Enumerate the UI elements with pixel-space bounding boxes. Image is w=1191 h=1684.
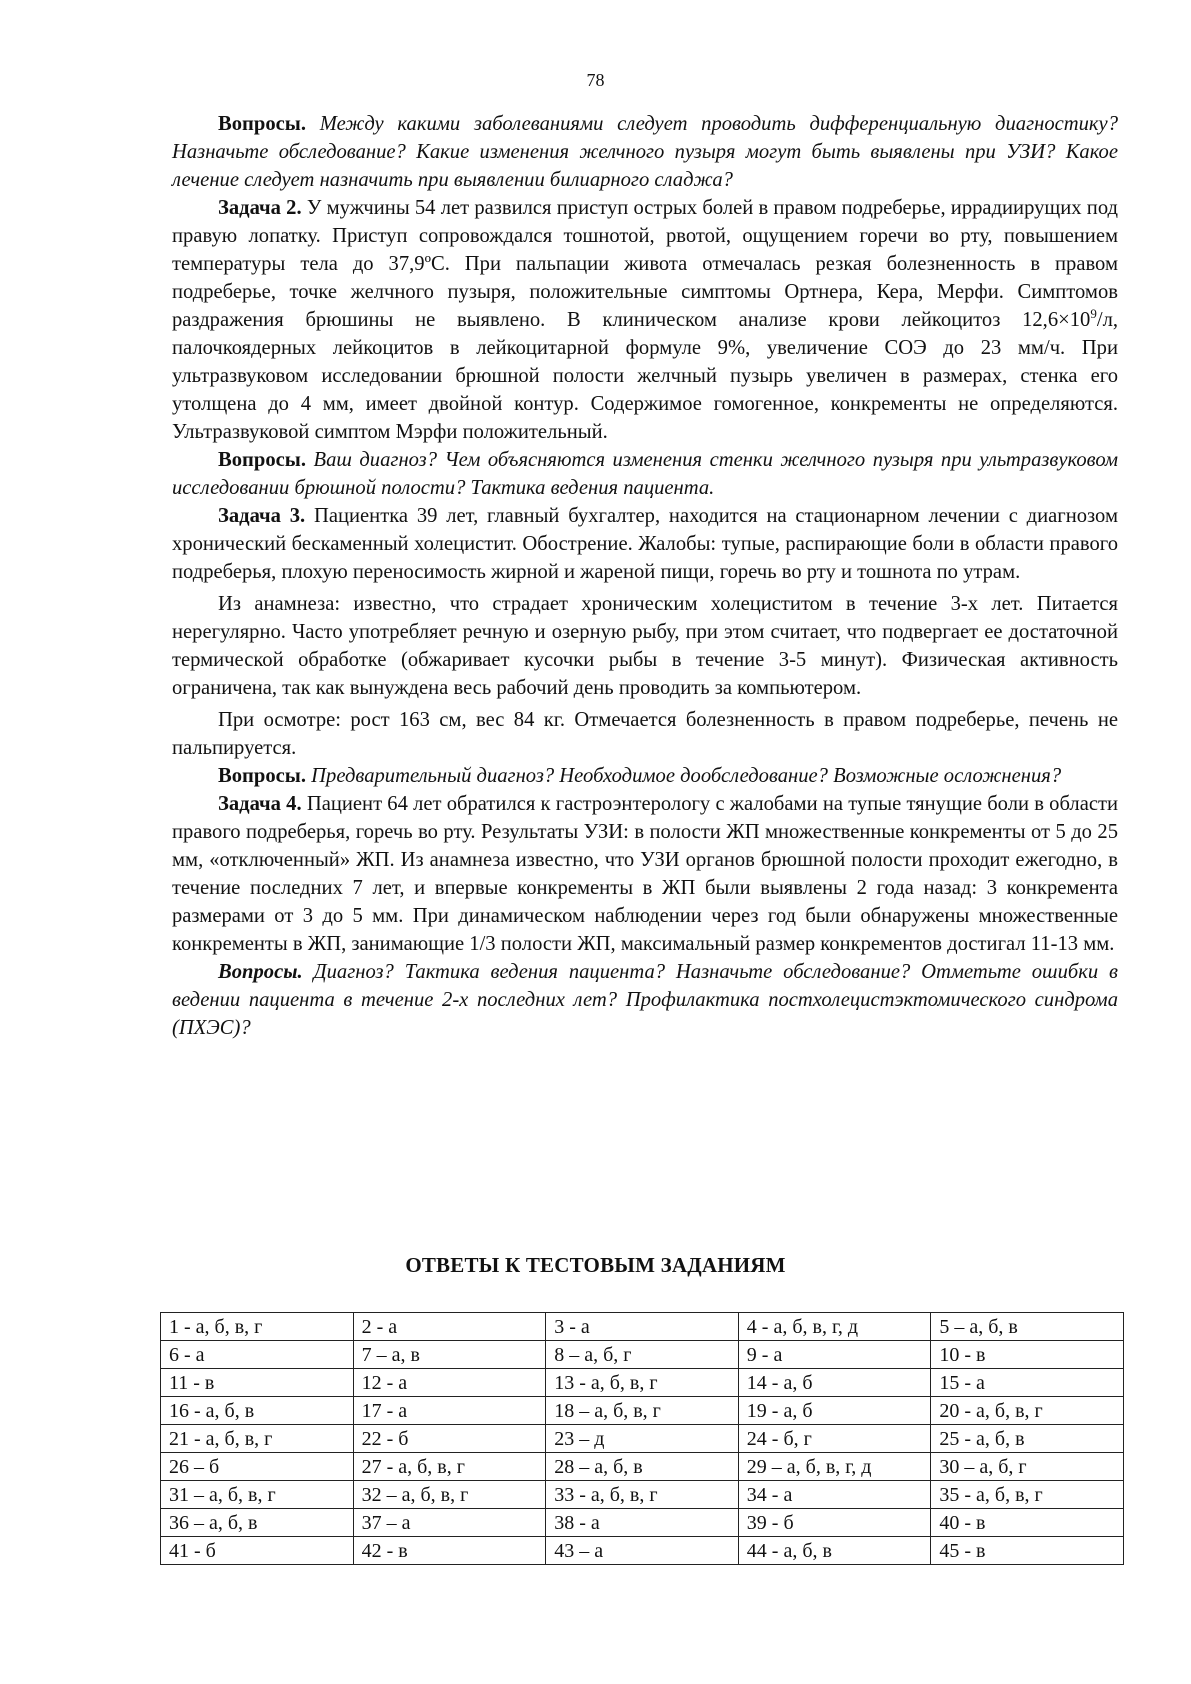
table-row bbox=[161, 1369, 1124, 1397]
table-cell: 36 – а, б, в bbox=[161, 1509, 354, 1537]
table-cell: 9 - а bbox=[738, 1341, 931, 1369]
paragraph-text: Из анамнеза: известно, что страдает хроническим холециститом в течение 3-х лет. Питается нерегулярно. Часто употребляет речную и озерную рыбу, при этом считает, что подвергает ее достаточной термической обработке (обжаривает кусочки рыбы в течение 3-5 минут). Физическая активность ограничена, так как вынуждена весь рабочий день проводить за компьютером. bbox=[172, 593, 1118, 699]
table-cell: 1 - а, б, в, г bbox=[161, 1313, 354, 1341]
paragraph-text: /л, палочкоядерных лейкоцитов в лейкоцитарной формуле 9%, увеличение СОЭ до 23 мм/ч. При ультразвуковом исследовании брюшной полости желчный пузырь увеличен в размерах, стенка его утолщена до 4 мм, имеет двойной контур. Содержимое гомогенное, конкременты не определяются. Ультразвуковой симптом Мэрфи положительный. bbox=[172, 309, 1118, 443]
paragraph-heading: Вопросы. bbox=[218, 961, 303, 983]
paragraph-text: У мужчины 54 лет развился приступ острых болей в правом подреберье, иррадиирущих под правую лопатку. Приступ сопровождался тошнотой, рвотой, ощущением горечи во рту, повышением температуры тела до 37,9ºС. При пальпации живота отмечалась резкая болезненность в правом подреберье, точке желчного пузыря, положительные симптомы Ортнера, Кера, Мерфи. Симптомов раздражения брюшины не выявлено. В клиническом анализе крови лейкоцитоз 12,6×10 bbox=[172, 197, 1118, 331]
table-cell: 18 – а, б, в, г bbox=[546, 1397, 739, 1425]
table-cell: 41 - б bbox=[161, 1537, 354, 1565]
table-row bbox=[161, 1537, 1124, 1565]
table-cell: 3 - а bbox=[546, 1313, 739, 1341]
table-cell: 5 – а, б, в bbox=[931, 1313, 1124, 1341]
table-cell: 7 – а, в bbox=[353, 1341, 546, 1369]
table-cell: 16 - а, б, в bbox=[161, 1397, 354, 1425]
table-cell: 8 – а, б, г bbox=[546, 1341, 739, 1369]
table-cell: 11 - в bbox=[161, 1369, 354, 1397]
table-cell: 28 – а, б, в bbox=[546, 1453, 739, 1481]
table-cell: 27 - а, б, в, г bbox=[353, 1453, 546, 1481]
table-cell: 44 - а, б, в bbox=[738, 1537, 931, 1565]
table-cell: 19 - а, б bbox=[738, 1397, 931, 1425]
table-cell: 20 - а, б, в, г bbox=[931, 1397, 1124, 1425]
paragraph bbox=[172, 194, 1118, 446]
table-row bbox=[161, 1425, 1124, 1453]
paragraph-heading: Задача 2. bbox=[218, 197, 302, 219]
table-cell: 24 - б, г bbox=[738, 1425, 931, 1453]
paragraph-text: Предварительный диагноз? Необходимое дообследование? Возможные осложнения? bbox=[306, 765, 1062, 787]
table-cell: 40 - в bbox=[931, 1509, 1124, 1537]
page-number: 78 bbox=[586, 70, 605, 90]
table-cell: 23 – д bbox=[546, 1425, 739, 1453]
table-cell: 26 – б bbox=[161, 1453, 354, 1481]
paragraph bbox=[172, 762, 1118, 790]
paragraph bbox=[172, 790, 1118, 958]
table-cell: 33 - а, б, в, г bbox=[546, 1481, 739, 1509]
table-cell: 25 - а, б, в bbox=[931, 1425, 1124, 1453]
paragraph bbox=[172, 958, 1118, 1042]
table-cell: 14 - а, б bbox=[738, 1369, 931, 1397]
paragraph bbox=[172, 110, 1118, 194]
paragraph-heading: Вопросы. bbox=[218, 765, 307, 787]
paragraph-text: Пациент 64 лет обратился к гастроэнтерологу с жалобами на тупые тянущие боли в области правого подреберья, горечь во рту. Результаты УЗИ: в полости ЖП множественные конкременты от 5 до 25 мм, «отключенный» ЖП. Из анамнеза известно, что УЗИ органов брюшной полости проходит ежегодно, в течение последних 7 лет, и впервые конкременты в ЖП были выявлены 2 года назад: 3 конкремента размерами от 3 до 5 мм. При динамическом наблюдении через год были обнаружены множественные конкременты в ЖП, занимающие 1/3 полости ЖП, максимальный размер конкрементов достигал 11-13 мм. bbox=[172, 793, 1119, 955]
table-cell: 13 - а, б, в, г bbox=[546, 1369, 739, 1397]
paragraph-heading: Задача 3. bbox=[218, 505, 306, 527]
answers-title: ОТВЕТЫ К ТЕСТОВЫМ ЗАДАНИЯМ bbox=[405, 1253, 786, 1277]
paragraph-heading: Вопросы. bbox=[218, 449, 307, 471]
paragraph-heading: Вопросы. bbox=[218, 113, 307, 135]
table-cell: 21 - а, б, в, г bbox=[161, 1425, 354, 1453]
paragraph-text: Диагноз? Тактика ведения пациента? Назначьте обследование? Отметьте ошибки в ведении пациента в течение 2-х последних лет? Профилактика постхолецистэктомического синдрома (ПХЭС)? bbox=[172, 961, 1118, 1039]
paragraph bbox=[172, 590, 1118, 702]
paragraph bbox=[172, 446, 1118, 502]
table-cell: 32 – а, б, в, г bbox=[353, 1481, 546, 1509]
table-row bbox=[161, 1509, 1124, 1537]
table-row bbox=[161, 1453, 1124, 1481]
answers-table bbox=[160, 1312, 1124, 1565]
table-row bbox=[161, 1313, 1124, 1341]
table-cell: 15 - а bbox=[931, 1369, 1124, 1397]
table-cell: 39 - б bbox=[738, 1509, 931, 1537]
table-row bbox=[161, 1397, 1124, 1425]
document-body bbox=[172, 110, 1118, 1042]
table-row bbox=[161, 1341, 1124, 1369]
paragraph bbox=[172, 502, 1118, 586]
table-cell: 30 – а, б, г bbox=[931, 1453, 1124, 1481]
table-cell: 42 - в bbox=[353, 1537, 546, 1565]
paragraph-text: Пациентка 39 лет, главный бухгалтер, находится на стационарном лечении с диагнозом хронический бескаменный холецистит. Обострение. Жалобы: тупые, распирающие боли в области правого подреберья, плохую переносимость жирной и жареной пищи, горечь во рту и тошнота по утрам. bbox=[172, 505, 1118, 583]
table-cell: 6 - а bbox=[161, 1341, 354, 1369]
table-cell: 29 – а, б, в, г, д bbox=[738, 1453, 931, 1481]
table-cell: 35 - а, б, в, г bbox=[931, 1481, 1124, 1509]
paragraph-text: При осмотре: рост 163 см, вес 84 кг. Отмечается болезненность в правом подреберье, печень не пальпируется. bbox=[172, 709, 1118, 759]
paragraph-text: 9 bbox=[1090, 306, 1097, 322]
table-cell: 31 – а, б, в, г bbox=[161, 1481, 354, 1509]
table-cell: 38 - а bbox=[546, 1509, 739, 1537]
table-row bbox=[161, 1481, 1124, 1509]
paragraph-heading: Задача 4. bbox=[218, 793, 302, 815]
table-cell: 34 - а bbox=[738, 1481, 931, 1509]
table-cell: 45 - в bbox=[931, 1537, 1124, 1565]
table-cell: 12 - а bbox=[353, 1369, 546, 1397]
paragraph bbox=[172, 706, 1118, 762]
table-cell: 10 - в bbox=[931, 1341, 1124, 1369]
table-cell: 22 - б bbox=[353, 1425, 546, 1453]
paragraph-text: Между какими заболеваниями следует проводить дифференциальную диагностику? Назначьте обследование? Какие изменения желчного пузыря могут быть выявлены при УЗИ? Какое лечение следует назначить при выявлении билиарного сладжа? bbox=[172, 113, 1118, 191]
table-cell: 17 - а bbox=[353, 1397, 546, 1425]
table-cell: 37 – а bbox=[353, 1509, 546, 1537]
table-cell: 4 - а, б, в, г, д bbox=[738, 1313, 931, 1341]
table-cell: 2 - а bbox=[353, 1313, 546, 1341]
paragraph-text: Ваш диагноз? Чем объясняются изменения стенки желчного пузыря при ультразвуковом исследовании брюшной полости? Тактика ведения пациента. bbox=[172, 449, 1118, 499]
table-cell: 43 – а bbox=[546, 1537, 739, 1565]
